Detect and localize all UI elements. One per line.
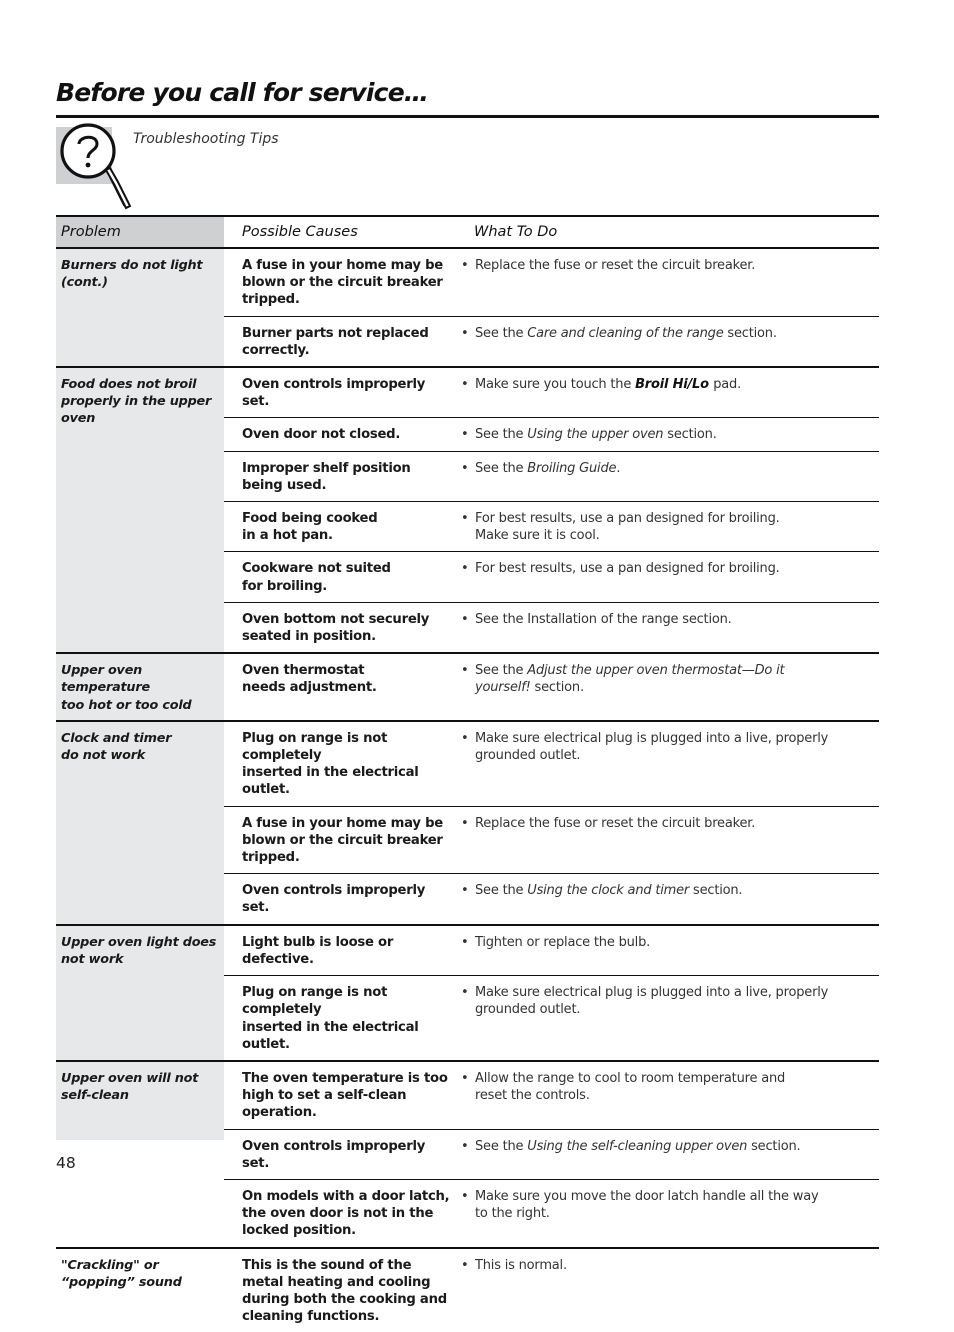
bullet-icon: • xyxy=(461,815,469,831)
todo-segment: grounded outlet. xyxy=(475,748,581,764)
problem-line: “popping” sound xyxy=(61,1274,182,1290)
todo-cell xyxy=(456,976,879,1061)
todo-cell xyxy=(456,316,879,367)
bullet-icon: • xyxy=(461,1138,469,1154)
bullet-icon: • xyxy=(461,511,469,527)
problem-cell xyxy=(56,1061,224,1248)
cause-cell xyxy=(224,721,456,806)
todo-segment: section. xyxy=(667,427,717,443)
todo-segment: reset the controls. xyxy=(475,1088,590,1104)
todo-segment: section. xyxy=(693,883,743,899)
cause-line: On models with a door latch, xyxy=(242,1188,450,1204)
problem-cell xyxy=(56,367,224,653)
problem-line: self-clean xyxy=(61,1088,129,1104)
problem-cell xyxy=(56,1248,224,1332)
todo-text xyxy=(475,510,873,544)
cause-line: Oven controls improperly set. xyxy=(242,377,426,410)
bullet-icon: • xyxy=(461,611,469,627)
todo-segment: section. xyxy=(727,325,777,341)
cause-line: A fuse in your home may be xyxy=(242,258,443,273)
cause-line: This is the sound of the xyxy=(242,1257,412,1273)
todo-segment: See the xyxy=(475,460,528,476)
bullet-icon: • xyxy=(461,460,469,476)
todo-segment: Make sure you touch the xyxy=(475,377,636,393)
todo-text xyxy=(475,1188,873,1222)
todo-text xyxy=(475,376,873,393)
todo-segment: See the Installation of the range section. xyxy=(475,611,732,627)
todo-cell xyxy=(456,552,879,602)
todo-cell xyxy=(456,806,879,874)
todo-segment: See the xyxy=(475,883,528,899)
table-row xyxy=(56,1248,879,1332)
todo-text xyxy=(475,325,873,342)
header-possible-causes: Possible Causes xyxy=(224,216,456,248)
todo-segment: For best results, use a pan designed for broiling. xyxy=(475,561,780,577)
bullet-icon: • xyxy=(461,1188,469,1204)
header-problem: Problem xyxy=(56,216,224,248)
todo-cell xyxy=(456,1179,879,1247)
cause-cell xyxy=(224,976,456,1061)
cause-line: needs adjustment. xyxy=(242,680,377,696)
todo-segment: Broiling Guide xyxy=(527,460,617,476)
table-row xyxy=(56,1061,879,1129)
cause-line: Light bulb is loose or defective. xyxy=(242,934,394,967)
cause-line: in a hot pan. xyxy=(242,528,333,544)
todo-segment: Replace the fuse or reset the circuit breaker. xyxy=(475,258,756,273)
troubleshooting-table xyxy=(56,215,879,1332)
table-row xyxy=(56,653,879,721)
todo-cell xyxy=(456,502,879,552)
bullet-icon: • xyxy=(461,1257,469,1273)
cause-line: locked position. xyxy=(242,1223,356,1239)
bullet-icon: • xyxy=(461,258,469,273)
todo-segment: . xyxy=(616,460,621,476)
todo-segment: yourself! xyxy=(475,680,535,696)
todo-cell xyxy=(456,602,879,653)
cause-line: Cookware not suited xyxy=(242,561,391,577)
problem-line: Clock and timer xyxy=(61,730,172,746)
problem-line: "Crackling" or xyxy=(61,1257,159,1273)
todo-segment: grounded outlet. xyxy=(475,1002,581,1018)
cause-line: blown or the circuit breaker xyxy=(242,832,443,848)
todo-segment: Adjust the upper oven thermostat—Do it xyxy=(527,663,785,679)
title-rule xyxy=(56,115,879,118)
cause-line: Oven bottom not securely xyxy=(242,611,430,627)
problem-line: Food does not broil xyxy=(61,377,197,393)
cause-cell xyxy=(224,1179,456,1247)
problem-cell xyxy=(56,925,224,1061)
bullet-icon: • xyxy=(461,985,469,1001)
cause-line: during both the cooking and xyxy=(242,1291,447,1307)
cause-line: tripped. xyxy=(242,292,300,308)
table-body xyxy=(56,248,879,1332)
problem-line: Burners do not light xyxy=(61,258,203,273)
todo-text xyxy=(475,560,873,577)
todo-text xyxy=(475,257,873,274)
todo-segment: Make sure electrical plug is plugged into a live, properly xyxy=(475,985,829,1001)
todo-text xyxy=(475,730,873,764)
cause-line: metal heating and cooling xyxy=(242,1274,431,1290)
table-header-row xyxy=(56,216,879,248)
todo-text xyxy=(475,1070,873,1104)
problem-line: do not work xyxy=(61,748,146,764)
cause-cell xyxy=(224,418,456,451)
cause-cell xyxy=(224,874,456,925)
todo-cell xyxy=(456,418,879,451)
todo-cell xyxy=(456,367,879,418)
bullet-icon: • xyxy=(461,730,469,746)
cause-cell xyxy=(224,552,456,602)
cause-line: seated in position. xyxy=(242,629,376,645)
cause-cell xyxy=(224,602,456,653)
cause-cell xyxy=(224,248,456,316)
todo-segment: For best results, use a pan designed for broiling. xyxy=(475,511,780,527)
todo-cell xyxy=(456,248,879,316)
todo-segment: Make sure electrical plug is plugged into a live, properly xyxy=(475,730,829,746)
todo-segment: Using the clock and timer xyxy=(527,883,693,899)
cause-cell xyxy=(224,451,456,501)
cause-line: Oven controls improperly set. xyxy=(242,1138,426,1171)
todo-text xyxy=(475,1257,873,1274)
cause-cell xyxy=(224,502,456,552)
todo-text xyxy=(475,1138,873,1155)
problem-cell xyxy=(56,721,224,925)
cause-line: Oven door not closed. xyxy=(242,427,401,443)
cause-line: Oven controls improperly set. xyxy=(242,883,426,916)
todo-cell xyxy=(456,1248,879,1332)
todo-segment: Allow the range to cool to room temperature and xyxy=(475,1070,786,1086)
cause-line: for broiling. xyxy=(242,578,328,594)
todo-segment: Using the upper oven xyxy=(527,427,668,443)
cause-line: A fuse in your home may be xyxy=(242,815,443,831)
cause-line: Plug on range is not completely xyxy=(242,985,388,1018)
todo-segment: pad. xyxy=(713,377,742,393)
cause-line: Oven thermostat xyxy=(242,663,365,679)
cause-line: blown or the circuit breaker xyxy=(242,275,443,291)
todo-segment: See the xyxy=(475,1138,528,1154)
bullet-icon: • xyxy=(461,883,469,899)
todo-cell xyxy=(456,451,879,501)
bullet-icon: • xyxy=(461,325,469,341)
todo-text xyxy=(475,662,873,696)
section-subtitle: Troubleshooting Tips xyxy=(133,131,279,147)
cause-line: cleaning functions. xyxy=(242,1309,380,1325)
problem-line: Upper oven temperature xyxy=(61,663,150,696)
problem-line: Upper oven light does xyxy=(61,934,217,950)
header-what-to-do: What To Do xyxy=(456,216,879,248)
cause-line: correctly. xyxy=(242,342,310,358)
problem-cell xyxy=(56,248,224,367)
problem-line: too hot or too cold xyxy=(61,697,192,713)
table-row xyxy=(56,925,879,976)
todo-cell xyxy=(456,874,879,925)
cause-line: high to set a self-clean operation. xyxy=(242,1088,407,1121)
cause-cell xyxy=(224,1129,456,1179)
cause-cell xyxy=(224,316,456,367)
question-magnifier-icon xyxy=(56,122,136,214)
bullet-icon: • xyxy=(461,427,469,443)
todo-segment: Tighten or replace the bulb. xyxy=(475,934,651,950)
cause-cell xyxy=(224,806,456,874)
todo-cell xyxy=(456,925,879,976)
cause-line: inserted in the electrical outlet. xyxy=(242,1019,419,1052)
cause-line: The oven temperature is too xyxy=(242,1070,448,1086)
bullet-icon: • xyxy=(461,561,469,577)
todo-segment: Broil Hi/Lo xyxy=(635,377,714,393)
todo-cell xyxy=(456,653,879,721)
todo-segment: Make sure it is cool. xyxy=(475,528,600,544)
todo-text xyxy=(475,882,873,899)
cause-line: Plug on range is not completely xyxy=(242,730,388,764)
todo-segment: Using the self-cleaning upper oven xyxy=(527,1138,752,1154)
todo-segment: See the xyxy=(475,325,528,341)
todo-segment: to the right. xyxy=(475,1206,550,1222)
todo-cell xyxy=(456,1061,879,1129)
todo-segment: section. xyxy=(751,1138,801,1154)
cause-cell xyxy=(224,925,456,976)
cause-line: inserted in the electrical outlet. xyxy=(242,765,419,798)
todo-segment: This is normal. xyxy=(475,1257,567,1273)
todo-segment: See the xyxy=(475,427,528,443)
bullet-icon: • xyxy=(461,377,469,393)
page-number: 48 xyxy=(56,1154,76,1172)
cause-cell xyxy=(224,653,456,721)
todo-cell xyxy=(456,1129,879,1179)
problem-line: properly in the upper oven xyxy=(61,394,212,427)
bullet-icon: • xyxy=(461,663,469,679)
problem-line: not work xyxy=(61,951,124,967)
todo-text xyxy=(475,426,873,443)
problem-line: (cont.) xyxy=(61,275,108,291)
todo-text xyxy=(475,815,873,832)
todo-segment: Care and cleaning of the range xyxy=(527,325,728,341)
problem-cell xyxy=(56,653,224,721)
todo-text xyxy=(475,934,873,951)
todo-text xyxy=(475,984,873,1018)
todo-text xyxy=(475,460,873,477)
todo-cell xyxy=(456,721,879,806)
cause-line: the oven door is not in the xyxy=(242,1206,434,1222)
todo-segment: See the xyxy=(475,663,528,679)
problem-line: Upper oven will not xyxy=(61,1070,199,1086)
todo-segment: Replace the fuse or reset the circuit breaker. xyxy=(475,815,756,831)
cause-line: Improper shelf position xyxy=(242,460,411,476)
cause-cell xyxy=(224,1248,456,1332)
bullet-icon: • xyxy=(461,1070,469,1086)
todo-text xyxy=(475,611,873,628)
cause-line: tripped. xyxy=(242,850,300,866)
table-row xyxy=(56,721,879,806)
cause-line: being used. xyxy=(242,477,327,493)
cause-line: Food being cooked xyxy=(242,511,378,527)
cause-line: Burner parts not replaced xyxy=(242,325,429,341)
page-title: Before you call for service… xyxy=(56,78,429,107)
todo-segment: Make sure you move the door latch handle all the way xyxy=(475,1188,819,1204)
table-row xyxy=(56,367,879,418)
todo-segment: section. xyxy=(534,680,584,696)
cause-cell xyxy=(224,367,456,418)
cause-cell xyxy=(224,1061,456,1129)
table-row xyxy=(56,248,879,316)
bullet-icon: • xyxy=(461,934,469,950)
